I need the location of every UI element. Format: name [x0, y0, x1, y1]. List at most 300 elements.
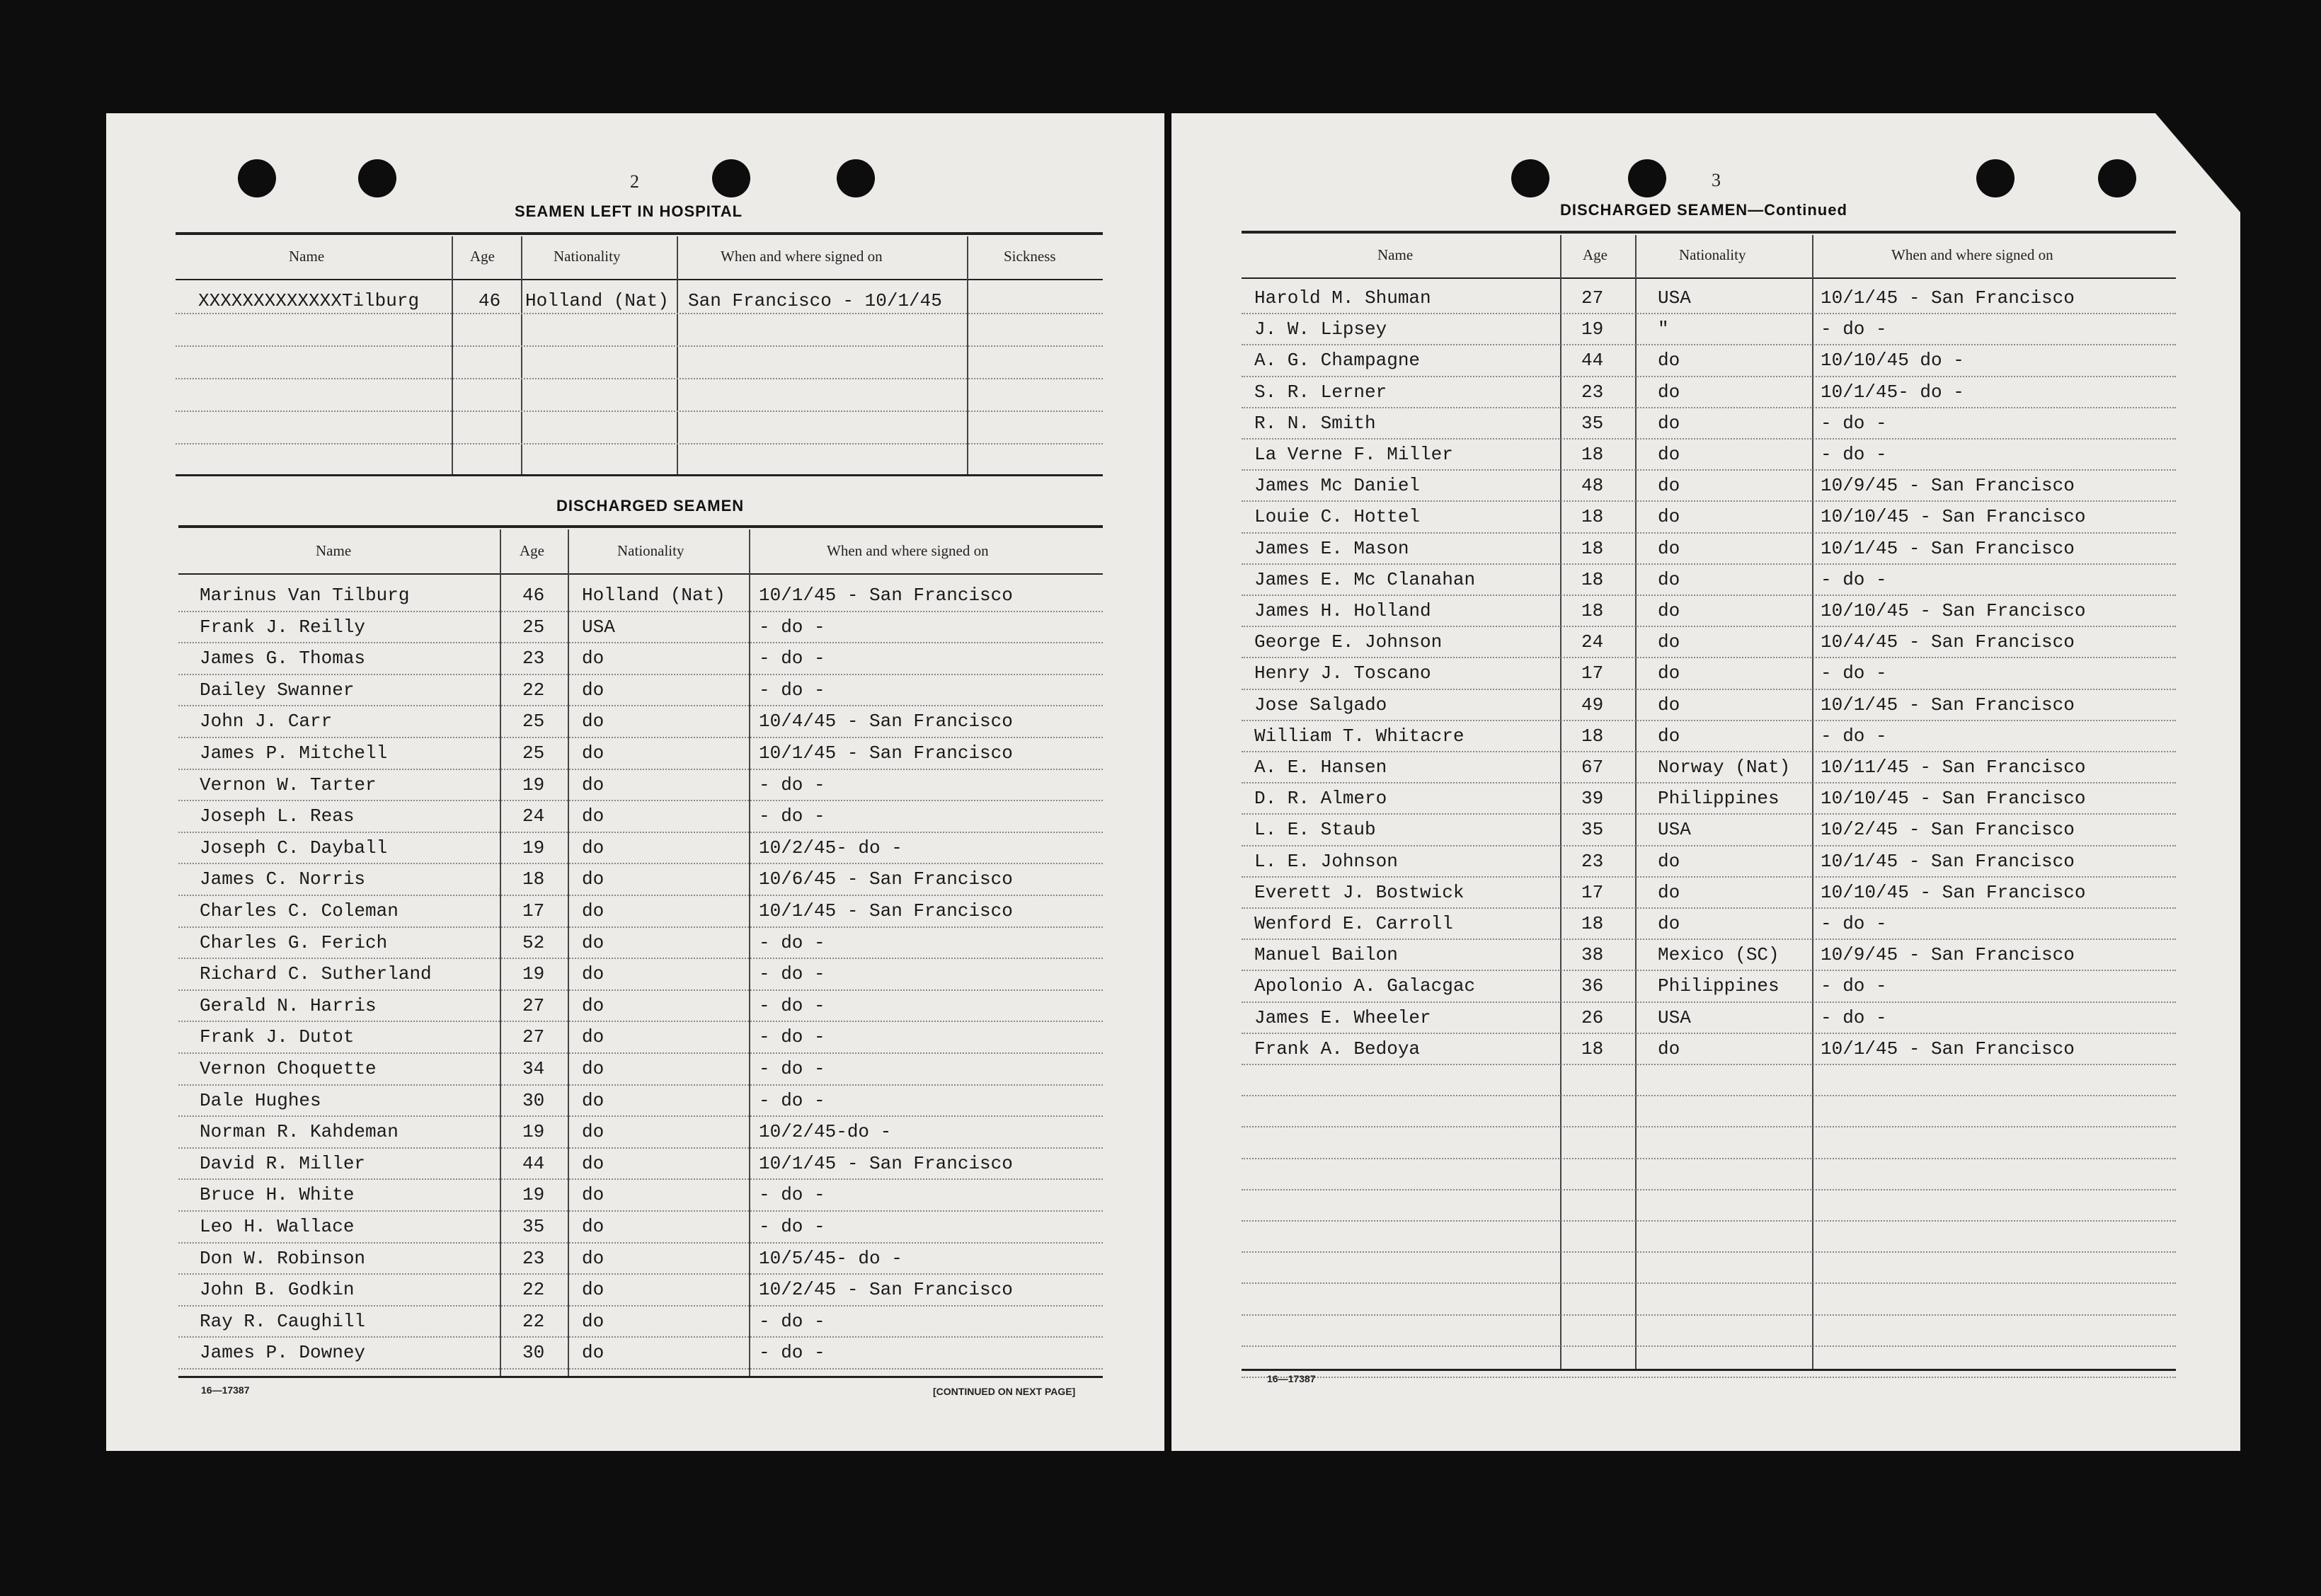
table-row — [178, 1273, 1103, 1275]
punch-hole — [2098, 159, 2136, 197]
cell-name: John J. Carr — [200, 711, 333, 733]
discharged-bottom-rule — [178, 1376, 1103, 1378]
table-row — [178, 1305, 1103, 1307]
cell-nationality: do — [582, 805, 604, 827]
title-bold: DISCHARGED SEAMEN — [1560, 201, 1748, 219]
cell-name: Don W. Robinson — [200, 1247, 366, 1269]
cell-nationality: do — [1658, 600, 1680, 621]
discharged-header-signed: When and where signed on — [827, 542, 989, 559]
table-row — [1242, 532, 2176, 534]
table-row — [178, 895, 1103, 897]
table-row — [1242, 970, 2176, 972]
table-row — [1242, 1345, 2176, 1348]
cell-nationality: USA — [1658, 819, 1691, 841]
cell-signed: 10/2/45- do - — [759, 837, 902, 859]
punch-hole — [1628, 159, 1666, 197]
cell-age: 44 — [1581, 350, 1604, 372]
cell-nationality: Holland (Nat) — [582, 585, 726, 606]
table-row — [1242, 1377, 2176, 1379]
cell-name: Apolonio A. Galacgac — [1254, 975, 1476, 997]
table-row — [178, 1147, 1103, 1149]
cell-signed: 10/1/45 - San Francisco — [1821, 850, 2075, 872]
cell-nationality: USA — [1658, 287, 1691, 309]
cell-age: 23 — [522, 1247, 545, 1269]
cell-nationality: do — [582, 742, 604, 764]
cell-signed: - do - — [759, 1310, 825, 1332]
cell-nationality: do — [1658, 1038, 1680, 1060]
cell-nationality: do — [582, 1216, 604, 1237]
cell-signed: 10/9/45 - San Francisco — [1821, 475, 2075, 497]
cell-age: 23 — [522, 648, 545, 670]
cell-signed: 10/1/45 - San Francisco — [759, 900, 1013, 922]
cell-name: Henry J. Toscano — [1254, 662, 1431, 684]
table-row — [178, 1115, 1103, 1118]
table-row — [1242, 626, 2176, 628]
cell-name: James P. Mitchell — [200, 742, 388, 764]
cell-signed: 10/1/45 - San Francisco — [759, 585, 1013, 606]
table-row — [1242, 1095, 2176, 1097]
cell-name: Bruce H. White — [200, 1184, 355, 1206]
hospital-cell-name: XXXXXXXXXXXXXTilburg — [198, 290, 420, 311]
cell-name: Dailey Swanner — [200, 679, 355, 701]
hospital-row-line — [176, 313, 1103, 315]
punch-hole — [712, 159, 750, 197]
cell-age: 25 — [522, 616, 545, 638]
cell-nationality: do — [1658, 850, 1680, 872]
cell-name: Louie C. Hottel — [1254, 506, 1421, 528]
cell-nationality: do — [582, 648, 604, 670]
cell-signed: - do - — [759, 805, 825, 827]
cell-name: James E. Mason — [1254, 537, 1409, 559]
discharged-header-age: Age — [520, 542, 544, 559]
cell-name: Leo H. Wallace — [200, 1216, 355, 1237]
discharged-col-divider — [749, 529, 750, 1376]
right-header-name: Name — [1377, 246, 1414, 263]
table-row — [1242, 595, 2176, 597]
discharged-top-rule — [178, 525, 1103, 528]
cell-age: 23 — [1581, 850, 1604, 872]
hospital-col-divider — [521, 236, 522, 476]
cell-signed: - do - — [1821, 318, 1887, 340]
cell-age: 18 — [1581, 725, 1604, 747]
table-row — [178, 611, 1103, 613]
discharged-col-divider — [568, 529, 569, 1376]
cell-nationality: USA — [582, 616, 615, 638]
cell-age: 22 — [522, 1310, 545, 1332]
table-row — [1242, 1189, 2176, 1191]
table-row — [1242, 938, 2176, 941]
hospital-row-line — [176, 411, 1103, 413]
cell-name: James C. Norris — [200, 868, 366, 890]
cell-name: Joseph C. Dayball — [200, 837, 388, 859]
table-row — [1242, 751, 2176, 753]
table-row — [1242, 344, 2176, 346]
cell-signed: 10/10/45 do - — [1821, 350, 1964, 372]
table-row — [1242, 1251, 2176, 1253]
cell-name: John B. Godkin — [200, 1279, 355, 1301]
cell-age: 30 — [522, 1089, 545, 1111]
cell-age: 46 — [522, 585, 545, 606]
table-row — [1242, 657, 2176, 659]
cell-name: R. N. Smith — [1254, 412, 1376, 434]
cell-age: 19 — [522, 837, 545, 859]
cell-age: 18 — [1581, 568, 1604, 590]
cell-nationality: do — [582, 868, 604, 890]
cell-signed: 10/4/45 - San Francisco — [1821, 631, 2075, 653]
cell-signed: 10/2/45 - San Francisco — [759, 1279, 1013, 1301]
cell-age: 48 — [1581, 475, 1604, 497]
cell-name: Richard C. Sutherland — [200, 963, 432, 985]
table-row — [1242, 907, 2176, 909]
cell-signed: - do - — [1821, 1006, 1887, 1028]
cell-signed: 10/2/45-do - — [759, 1121, 892, 1143]
cell-age: 30 — [522, 1342, 545, 1364]
table-row — [178, 926, 1103, 929]
cell-nationality: do — [582, 1184, 604, 1206]
cell-nationality: do — [582, 931, 604, 953]
hospital-bottom-rule — [176, 474, 1103, 476]
table-row — [178, 737, 1103, 739]
cell-age: 17 — [1581, 662, 1604, 684]
punch-hole — [1511, 159, 1549, 197]
table-row — [178, 800, 1103, 802]
hospital-col-divider — [452, 236, 453, 476]
cell-nationality: do — [582, 711, 604, 733]
cell-name: Everett J. Bostwick — [1254, 881, 1465, 903]
cell-age: 49 — [1581, 694, 1604, 716]
discharged-col-divider — [500, 529, 501, 1376]
cell-name: Dale Hughes — [200, 1089, 321, 1111]
table-row — [1242, 876, 2176, 878]
table-row — [178, 832, 1103, 834]
cell-nationality: do — [582, 1310, 604, 1332]
cell-nationality: Mexico (SC) — [1658, 944, 1780, 966]
cell-name: A. E. Hansen — [1254, 757, 1387, 778]
cell-signed: 10/9/45 - San Francisco — [1821, 944, 2075, 966]
cell-name: Harold M. Shuman — [1254, 287, 1431, 309]
punch-hole — [238, 159, 276, 197]
table-row — [1242, 1282, 2176, 1285]
cell-age: 17 — [522, 900, 545, 922]
cell-age: 52 — [522, 931, 545, 953]
hospital-cell-signed: San Francisco - 10/1/45 — [688, 290, 942, 311]
table-row — [178, 863, 1103, 865]
cell-nationality: do — [1658, 475, 1680, 497]
right-header-rule — [1242, 277, 2176, 279]
table-row — [178, 642, 1103, 644]
cell-name: George E. Johnson — [1254, 631, 1443, 653]
cell-nationality: do — [1658, 412, 1680, 434]
table-row — [1242, 1158, 2176, 1160]
cell-nationality: do — [582, 963, 604, 985]
table-row — [178, 1021, 1103, 1023]
cell-name: Frank J. Dutot — [200, 1026, 355, 1048]
cell-age: 19 — [522, 1184, 545, 1206]
right-col-divider — [1560, 235, 1561, 1369]
right-top-rule — [1242, 231, 2176, 234]
cell-signed: 10/1/45 - San Francisco — [759, 742, 1013, 764]
cell-age: 25 — [522, 742, 545, 764]
cell-age: 19 — [1581, 318, 1604, 340]
cell-nationality: do — [1658, 694, 1680, 716]
cell-name: Marinus Van Tilburg — [200, 585, 410, 606]
cell-signed: 10/10/45 - San Francisco — [1821, 600, 2086, 621]
table-row — [178, 1368, 1103, 1370]
cell-nationality: USA — [1658, 1006, 1691, 1028]
cell-age: 38 — [1581, 944, 1604, 966]
cell-age: 22 — [522, 679, 545, 701]
cell-age: 39 — [1581, 788, 1604, 810]
cell-nationality: do — [582, 994, 604, 1016]
hospital-section-title: SEAMEN LEFT IN HOSPITAL — [515, 202, 743, 220]
cell-nationality: do — [1658, 506, 1680, 528]
cell-name: La Verne F. Miller — [1254, 444, 1453, 465]
cell-signed: - do - — [759, 963, 825, 985]
cell-name: J. W. Lipsey — [1254, 318, 1387, 340]
cell-age: 22 — [522, 1279, 545, 1301]
cell-signed: 10/10/45 - San Francisco — [1821, 881, 2086, 903]
table-row — [1242, 313, 2176, 315]
punch-hole — [358, 159, 396, 197]
cell-age: 24 — [1581, 631, 1604, 653]
table-row — [1242, 500, 2176, 503]
cell-age: 19 — [522, 774, 545, 796]
cell-nationality: do — [582, 774, 604, 796]
cell-nationality: do — [1658, 913, 1680, 934]
cell-age: 35 — [1581, 412, 1604, 434]
table-row — [1242, 720, 2176, 722]
cell-signed: - do - — [759, 1216, 825, 1237]
right-header-age: Age — [1583, 246, 1607, 263]
cell-name: D. R. Almero — [1254, 788, 1387, 810]
cell-name: David R. Miller — [200, 1152, 366, 1174]
cell-signed: 10/11/45 - San Francisco — [1821, 757, 2086, 778]
table-row — [178, 989, 1103, 992]
continued-note: [CONTINUED ON NEXT PAGE] — [933, 1386, 1076, 1397]
cell-age: 24 — [522, 805, 545, 827]
cell-signed: 10/1/45- do - — [1821, 381, 1964, 403]
cell-signed: 10/1/45 - San Francisco — [1821, 287, 2075, 309]
discharged-header-rule — [178, 573, 1103, 575]
cell-nationality: " — [1658, 318, 1669, 340]
cell-name: L. E. Johnson — [1254, 850, 1398, 872]
cell-signed: 10/10/45 - San Francisco — [1821, 506, 2086, 528]
table-row — [1242, 438, 2176, 440]
cell-signed: - do - — [759, 648, 825, 670]
cell-name: Joseph L. Reas — [200, 805, 355, 827]
cell-signed: 10/1/45 - San Francisco — [1821, 694, 2075, 716]
table-row — [1242, 813, 2176, 815]
table-row — [1242, 1126, 2176, 1128]
hospital-header-nationality: Nationality — [554, 248, 621, 265]
cell-age: 19 — [522, 1121, 545, 1143]
cell-nationality: do — [1658, 381, 1680, 403]
cell-name: Frank J. Reilly — [200, 616, 366, 638]
cell-nationality: do — [582, 837, 604, 859]
hospital-header-age: Age — [470, 248, 495, 265]
cell-nationality: do — [1658, 350, 1680, 372]
discharged-continued-title — [1560, 201, 1847, 219]
cell-signed: - do - — [1821, 444, 1887, 465]
cell-age: 35 — [522, 1216, 545, 1237]
cell-name: Ray R. Caughill — [200, 1310, 366, 1332]
hospital-col-divider — [677, 236, 678, 476]
cell-signed: - do - — [759, 774, 825, 796]
cell-age: 17 — [1581, 881, 1604, 903]
cell-signed: 10/5/45- do - — [759, 1247, 902, 1269]
cell-nationality: do — [1658, 631, 1680, 653]
cell-age: 27 — [522, 994, 545, 1016]
cell-nationality: do — [582, 1026, 604, 1048]
cell-age: 18 — [1581, 600, 1604, 621]
hospital-row-line — [176, 378, 1103, 380]
cell-signed: - do - — [1821, 975, 1887, 997]
cell-signed: - do - — [1821, 913, 1887, 934]
cell-nationality: do — [582, 1089, 604, 1111]
cell-nationality: do — [1658, 568, 1680, 590]
cell-nationality: do — [582, 1058, 604, 1079]
table-row — [178, 705, 1103, 707]
table-row — [178, 1052, 1103, 1055]
cell-name: James Mc Daniel — [1254, 475, 1421, 497]
table-row — [1242, 689, 2176, 691]
cell-signed: - do - — [759, 1058, 825, 1079]
cell-age: 18 — [1581, 537, 1604, 559]
right-col-divider — [1635, 235, 1637, 1369]
cell-signed: - do - — [1821, 662, 1887, 684]
cell-age: 18 — [1581, 913, 1604, 934]
cell-nationality: do — [1658, 444, 1680, 465]
cell-signed: - do - — [759, 616, 825, 638]
discharged-header-nationality: Nationality — [617, 542, 684, 559]
cell-age: 19 — [522, 963, 545, 985]
cell-name: Jose Salgado — [1254, 694, 1387, 716]
cell-nationality: do — [1658, 537, 1680, 559]
cell-signed: - do - — [1821, 568, 1887, 590]
cell-name: William T. Whitacre — [1254, 725, 1465, 747]
cell-name: A. G. Champagne — [1254, 350, 1421, 372]
table-row — [1242, 1220, 2176, 1222]
cell-nationality: Philippines — [1658, 788, 1780, 810]
cell-nationality: do — [582, 679, 604, 701]
hospital-cell-nationality: Holland (Nat) — [525, 290, 669, 311]
cell-age: 26 — [1581, 1006, 1604, 1028]
hospital-cell-age: 46 — [478, 290, 501, 311]
cell-name: L. E. Staub — [1254, 819, 1376, 841]
table-row — [178, 674, 1103, 676]
hospital-row-line — [176, 443, 1103, 445]
cell-nationality: do — [582, 900, 604, 922]
hospital-header-name: Name — [289, 248, 325, 265]
cell-nationality: Philippines — [1658, 975, 1780, 997]
cell-signed: - do - — [759, 1184, 825, 1206]
cell-signed: - do - — [1821, 412, 1887, 434]
table-row — [1242, 1314, 2176, 1316]
cell-signed: 10/2/45 - San Francisco — [1821, 819, 2075, 841]
cell-nationality: Norway (Nat) — [1658, 757, 1791, 778]
table-row — [178, 1178, 1103, 1181]
table-row — [178, 1210, 1103, 1212]
cell-name: Vernon Choquette — [200, 1058, 377, 1079]
cell-signed: 10/1/45 - San Francisco — [1821, 537, 2075, 559]
cell-nationality: do — [1658, 662, 1680, 684]
table-row — [1242, 376, 2176, 378]
table-row — [1242, 469, 2176, 471]
cell-signed: 10/6/45 - San Francisco — [759, 868, 1013, 890]
table-row — [1242, 407, 2176, 409]
cell-nationality: do — [582, 1342, 604, 1364]
right-bottom-rule — [1242, 1369, 2176, 1371]
cell-age: 18 — [1581, 1038, 1604, 1060]
cell-nationality: do — [582, 1152, 604, 1174]
cell-name: Charles C. Coleman — [200, 900, 399, 922]
table-row — [178, 958, 1103, 960]
table-row — [178, 1084, 1103, 1086]
cell-age: 23 — [1581, 381, 1604, 403]
cell-name: James H. Holland — [1254, 600, 1431, 621]
discharged-section-title: DISCHARGED SEAMEN — [556, 497, 745, 515]
cell-age: 44 — [522, 1152, 545, 1174]
cell-name: Charles G. Ferich — [200, 931, 388, 953]
right-col-divider — [1812, 235, 1813, 1369]
cell-name: Gerald N. Harris — [200, 994, 377, 1016]
title-continued: —Continued — [1748, 201, 1847, 219]
cell-name: S. R. Lerner — [1254, 381, 1387, 403]
cell-age: 18 — [1581, 506, 1604, 528]
cell-age: 36 — [1581, 975, 1604, 997]
cell-nationality: do — [582, 1279, 604, 1301]
cell-age: 35 — [1581, 819, 1604, 841]
cell-name: Frank A. Bedoya — [1254, 1038, 1421, 1060]
table-row — [178, 1242, 1103, 1244]
table-row — [1242, 1064, 2176, 1066]
cell-age: 18 — [1581, 444, 1604, 465]
cell-signed: - do - — [759, 1342, 825, 1364]
discharged-header-name: Name — [316, 542, 352, 559]
punch-hole — [837, 159, 875, 197]
cell-name: Vernon W. Tarter — [200, 774, 377, 796]
cell-age: 25 — [522, 711, 545, 733]
table-row — [178, 769, 1103, 771]
table-row — [1242, 782, 2176, 784]
cell-nationality: do — [1658, 881, 1680, 903]
cell-age: 18 — [522, 868, 545, 890]
cell-signed: - do - — [759, 1089, 825, 1111]
cell-nationality: do — [1658, 725, 1680, 747]
cell-age: 34 — [522, 1058, 545, 1079]
hospital-col-divider — [967, 236, 968, 476]
cell-nationality: do — [582, 1121, 604, 1143]
cell-name: Manuel Bailon — [1254, 944, 1398, 966]
cell-name: James G. Thomas — [200, 648, 366, 670]
form-number: 16—17387 — [1267, 1373, 1316, 1384]
cell-name: James E. Wheeler — [1254, 1006, 1431, 1028]
cell-signed: - do - — [759, 931, 825, 953]
cell-signed: - do - — [759, 994, 825, 1016]
table-row — [1242, 1033, 2176, 1035]
right-header-signed: When and where signed on — [1891, 246, 2053, 263]
cell-age: 27 — [522, 1026, 545, 1048]
hospital-row-line — [176, 345, 1103, 348]
table-row — [1242, 563, 2176, 566]
cell-age: 27 — [1581, 287, 1604, 309]
hospital-header-rule — [176, 279, 1103, 280]
hospital-header-signed: When and where signed on — [721, 248, 883, 265]
cell-signed: - do - — [1821, 725, 1887, 747]
cell-signed: 10/10/45 - San Francisco — [1821, 788, 2086, 810]
cell-nationality: do — [582, 1247, 604, 1269]
table-row — [178, 1336, 1103, 1338]
